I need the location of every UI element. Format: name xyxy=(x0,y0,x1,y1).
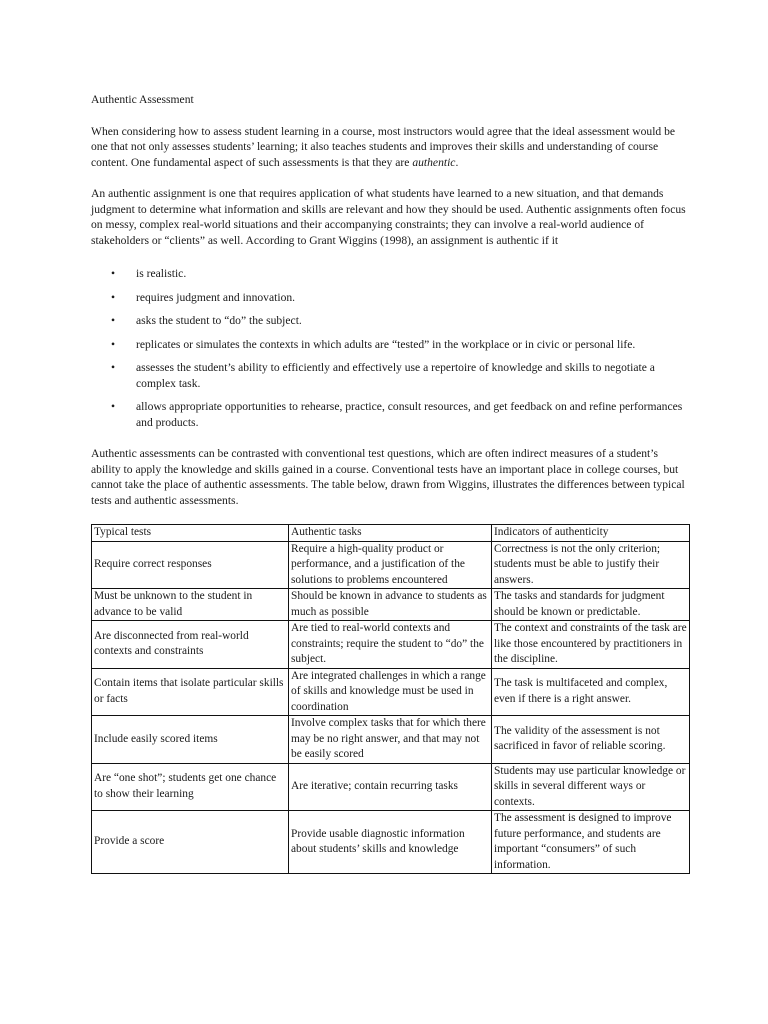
table-row xyxy=(92,668,690,716)
header-typical-tests: Typical tests xyxy=(92,525,289,542)
intro-paragraph xyxy=(91,124,689,171)
document-title: Authentic Assessment xyxy=(91,93,194,106)
authentic-task-cell: Require a high-quality product or performance, and a justification of the solutions to problems encountered xyxy=(289,541,492,589)
document-page xyxy=(91,92,689,874)
comparison-table xyxy=(91,524,690,874)
bullet-icon: • xyxy=(111,290,116,304)
authentic-task-cell: Are tied to real-world contexts and constraints; require the student to “do” the subject. xyxy=(289,621,492,669)
header-indicators: Indicators of authenticity xyxy=(492,525,690,542)
table-body xyxy=(92,541,690,874)
intro-paragraph-end: . xyxy=(455,155,459,169)
intro-paragraph-text: When considering how to assess student learning in a course, most instructors would agree that the ideal assessment would be one that not only assesses students’ learning; it also teaches students and improves their skills and understanding of course content. One fundamental aspect of such assessments is that they are xyxy=(91,124,676,169)
definition-paragraph: An authentic assignment is one that requires application of what students have learned to a new situation, and that demands judgment to determine what information and skills are relevant and how they should be used. Authentic assignments often focus on messy, complex real-world situations and their accompanying constraints; they can involve a real-world audience of stakeholders or “clients” as well. According to Grant Wiggins (1998), an assignment is authentic if it xyxy=(91,187,686,247)
list-item-text: requires judgment and innovation. xyxy=(136,290,296,304)
list-item-text: assesses the student’s ability to efficiently and effectively use a repertoire of knowledge and skills to negotiate a complex task. xyxy=(136,361,655,390)
list-item xyxy=(91,360,689,391)
list-item xyxy=(91,313,689,329)
authentic-task-cell: Should be known in advance to students as much as possible xyxy=(289,589,492,621)
typical-test-cell: Must be unknown to the student in advance to be valid xyxy=(92,589,289,621)
indicator-cell: Correctness is not the only criterion; students must be able to justify their answers. xyxy=(492,541,690,589)
list-item-text: is realistic. xyxy=(136,267,187,280)
authenticity-criteria-list xyxy=(91,266,689,430)
typical-test-cell: Are disconnected from real-world contexts and constraints xyxy=(92,621,289,669)
list-item xyxy=(91,399,689,430)
list-item-text: replicates or simulates the contexts in which adults are “tested” in the workplace or in civic or personal life. xyxy=(136,337,636,351)
list-item-text: asks the student to “do” the subject. xyxy=(136,314,302,327)
typical-test-cell: Contain items that isolate particular skills or facts xyxy=(92,668,289,716)
indicator-cell: The assessment is designed to improve future performance, and students are important “consumers” of such information. xyxy=(492,811,690,874)
bullet-icon: • xyxy=(111,267,116,280)
typical-test-cell: Require correct responses xyxy=(92,541,289,589)
bullet-icon: • xyxy=(111,400,116,413)
indicator-cell: The tasks and standards for judgment should be known or predictable. xyxy=(492,589,690,621)
list-item xyxy=(91,266,689,282)
indicator-cell: The context and constraints of the task are like those encountered by practitioners in the discipline. xyxy=(492,621,690,669)
indicator-cell: Students may use particular knowledge or skills in several different ways or contexts. xyxy=(492,763,690,811)
bullet-icon: • xyxy=(111,337,116,351)
header-authentic-tasks: Authentic tasks xyxy=(289,525,492,542)
table-row xyxy=(92,541,690,589)
bullet-icon: • xyxy=(111,314,116,327)
typical-test-cell: Provide a score xyxy=(92,811,289,874)
list-item xyxy=(91,337,689,353)
bullet-icon: • xyxy=(111,361,116,374)
authentic-task-cell: Are iterative; contain recurring tasks xyxy=(289,763,492,811)
list-item xyxy=(91,290,689,306)
table-row xyxy=(92,716,690,764)
indicator-cell: The task is multifaceted and complex, even if there is a right answer. xyxy=(492,668,690,716)
list-item-text: allows appropriate opportunities to rehearse, practice, consult resources, and get feedback on and refine performances and products. xyxy=(136,400,683,429)
typical-test-cell: Are “one shot”; students get one chance to show their learning xyxy=(92,763,289,811)
table-row xyxy=(92,589,690,621)
table-row xyxy=(92,811,690,874)
table-header-row xyxy=(92,525,690,542)
typical-test-cell: Include easily scored items xyxy=(92,716,289,764)
authentic-task-cell: Involve complex tasks that for which there may be no right answer, and that may not be easily scored xyxy=(289,716,492,764)
table-row xyxy=(92,621,690,669)
intro-emphasis: authentic xyxy=(412,155,456,169)
contrast-paragraph: Authentic assessments can be contrasted with conventional test questions, which are often indirect measures of a student’s ability to apply the knowledge and skills gained in a course. Conventional tests have an important place in college courses, but cannot take the place of authentic assessments. The table below, drawn from Wiggins, illustrates the differences between typical tests and authentic assessments. xyxy=(91,447,685,507)
authentic-task-cell: Provide usable diagnostic information about students’ skills and knowledge xyxy=(289,811,492,874)
table-row xyxy=(92,763,690,811)
indicator-cell: The validity of the assessment is not sacrificed in favor of reliable scoring. xyxy=(492,716,690,764)
authentic-task-cell: Are integrated challenges in which a range of skills and knowledge must be used in coordination xyxy=(289,668,492,716)
